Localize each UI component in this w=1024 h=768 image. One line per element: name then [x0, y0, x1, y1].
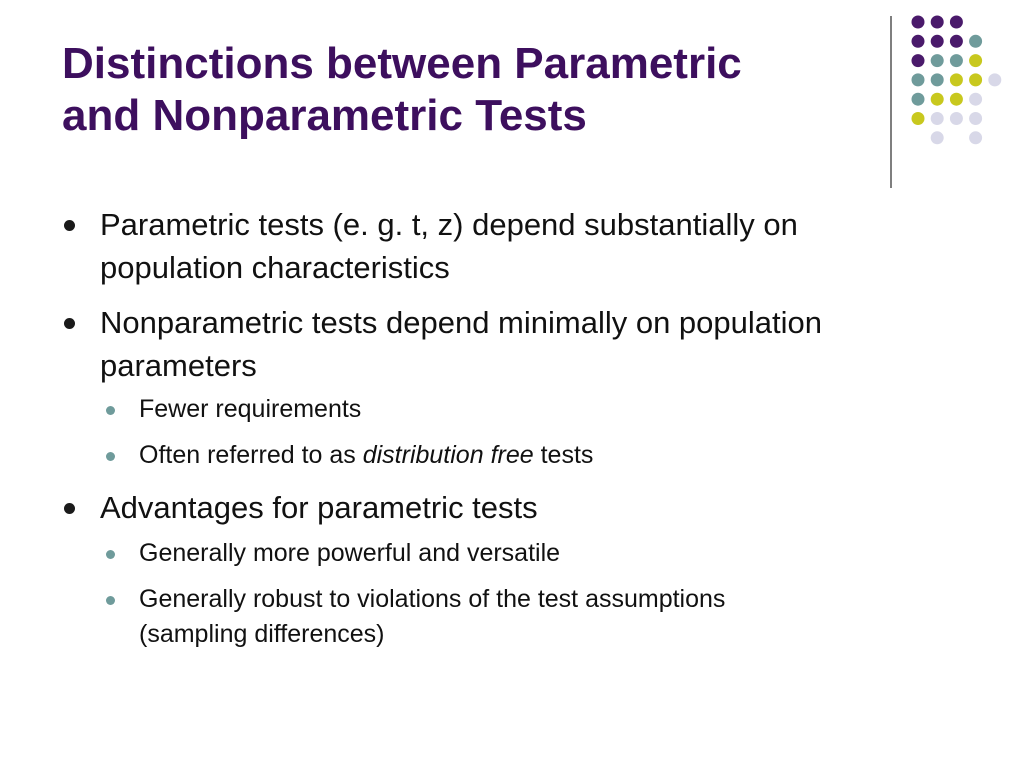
decorative-dot	[931, 112, 944, 125]
sub-bullet-marker	[106, 406, 115, 415]
sub-bullet-marker	[106, 452, 115, 461]
sub-bullet-robust	[139, 582, 939, 652]
bullet-marker	[64, 318, 75, 329]
bullet-parametric-tests	[100, 203, 980, 289]
decorative-dot	[969, 35, 982, 48]
bullet-text-line	[139, 438, 939, 473]
decorative-dot	[969, 73, 982, 86]
text-after: tests	[533, 441, 594, 469]
decorative-dot	[950, 112, 963, 125]
bullet-marker	[64, 220, 75, 231]
bullet-text-line: Parametric tests (e. g. t, z) depend substantially on	[100, 207, 798, 242]
decorative-dot	[931, 73, 944, 86]
bullet-text-line: parameters	[100, 348, 257, 383]
decorative-dot	[931, 35, 944, 48]
decorative-dot	[931, 131, 944, 144]
decorative-dot	[969, 112, 982, 125]
bullet-nonparametric-tests	[100, 301, 980, 387]
decorative-dot	[912, 73, 925, 86]
decorative-dot	[969, 93, 982, 106]
bullet-marker	[64, 503, 75, 514]
decorative-dot	[950, 54, 963, 67]
text-before: Often referred to as	[139, 441, 363, 469]
decorative-dot	[931, 93, 944, 106]
decorative-dot	[950, 73, 963, 86]
sub-bullet-distribution-free	[139, 438, 939, 473]
bullet-advantages	[100, 486, 980, 529]
decorative-dot	[912, 112, 925, 125]
bullet-text-line: Generally more powerful and versatile	[139, 539, 561, 567]
bullet-text-line: population characteristics	[100, 250, 450, 285]
bullet-text-line: Nonparametric tests depend minimally on population	[100, 305, 823, 340]
sub-bullet-powerful	[139, 536, 939, 571]
slide-title	[62, 38, 862, 142]
decorative-dot	[950, 35, 963, 48]
bullet-text-line: Fewer requirements	[139, 395, 362, 423]
bullet-text-line: Advantages for parametric tests	[100, 490, 538, 525]
sub-bullet-fewer-requirements	[139, 392, 939, 427]
title-line-2: and Nonparametric Tests	[62, 91, 587, 140]
decorative-dot	[969, 54, 982, 67]
decorative-dot	[950, 16, 963, 29]
decorative-dot	[988, 73, 1001, 86]
sub-bullet-marker	[106, 550, 115, 559]
sub-bullet-marker	[106, 596, 115, 605]
bullet-text-line: (sampling differences)	[139, 620, 385, 648]
decorative-dot	[950, 93, 963, 106]
title-line-1: Distinctions between Parametric	[62, 39, 742, 88]
decorative-dot	[969, 131, 982, 144]
italic-term: distribution free	[362, 441, 534, 469]
bullet-text-line: Generally robust to violations of the test assumptions	[139, 585, 726, 613]
decorative-dot	[912, 93, 925, 106]
decorative-dot	[931, 54, 944, 67]
decorative-dot	[912, 16, 925, 29]
decorative-dot	[931, 16, 944, 29]
decorative-dot	[912, 35, 925, 48]
decorative-dot	[912, 54, 925, 67]
